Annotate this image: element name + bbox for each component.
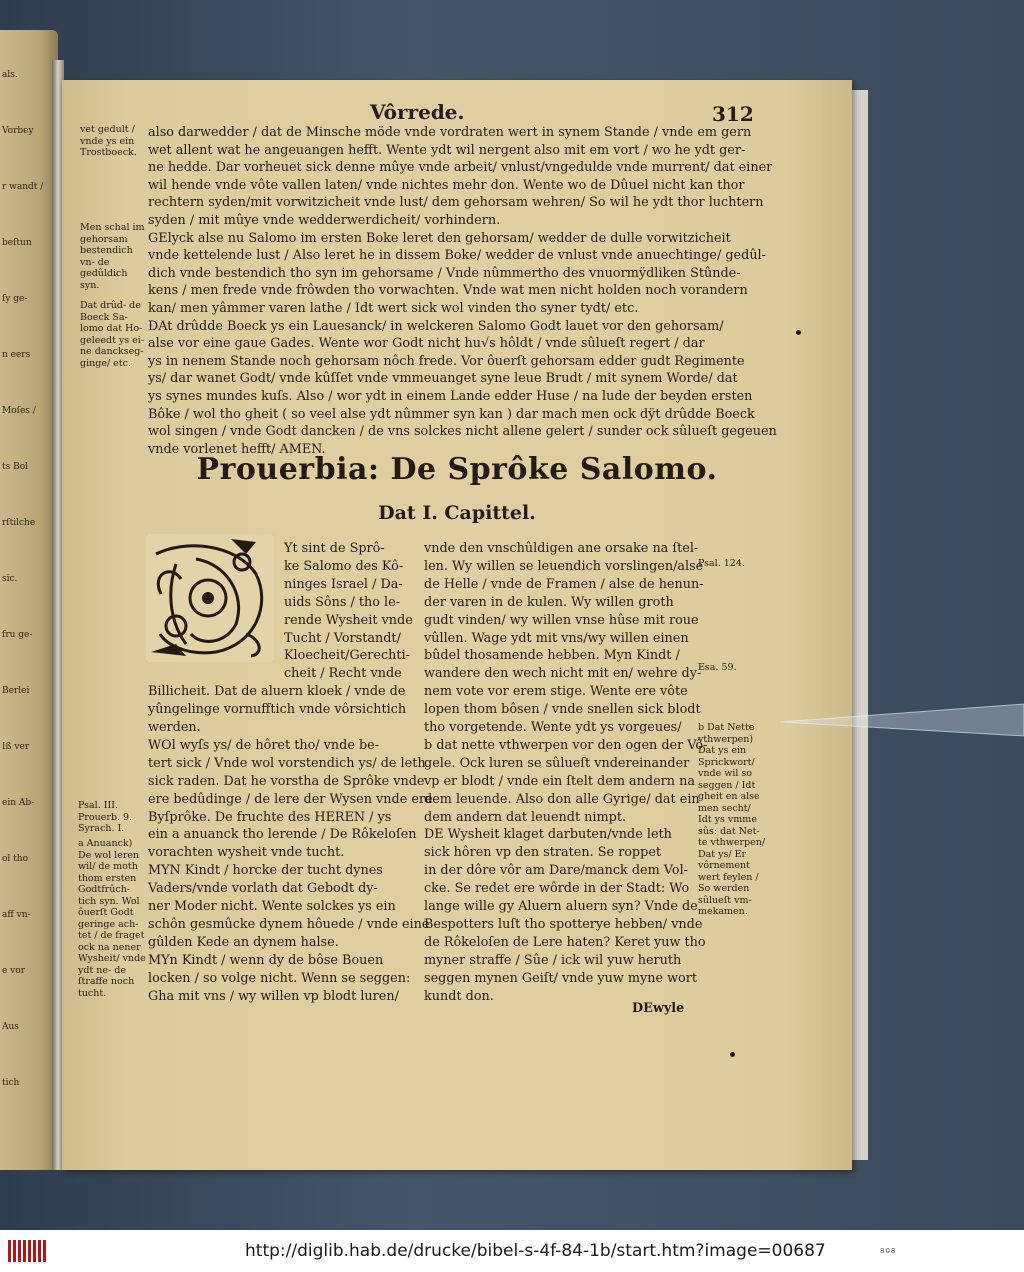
margin-note: b Dat Nette vthwerpen) Dat ys ein Sprickwort/ vnde wil so seggen / Idt gheit en alse men secht/ Idt ys vmme sûs: dat Net- te vthwerpen/ Dat ys/ Er vôrnement wert feylen / So werden sûlueſt vm- mekamen. (698, 722, 766, 917)
preface-line: alse vor eine gaue Gades. Wente wor Godt nicht hu√s hôldt / vnde sûlueſt regert / dar (148, 336, 705, 352)
margin-note: Dat drûd- de Boeck Sa- lomo dat Ho- geleedt ys ei- ne danckseg- ginge/ etc. (80, 300, 145, 369)
verse-line: tho vorgetende. Wente ydt ys vorgeues/ (424, 720, 682, 735)
verse-line: rende Wysheit vnde (284, 612, 413, 628)
verse-line: kundt don. (424, 988, 494, 1004)
bookmark-clip (780, 700, 1024, 740)
preface-line: ne hedde. Dar vorheuet sick denne mûye vnde arbeit/ vnlust/vngedulde vnde murrent/ dat einer (148, 160, 773, 176)
margin-note: Esa. 59. (698, 662, 737, 673)
verse-line: DE Wysheit klaget darbuten/vnde leth (424, 827, 672, 843)
margin-note: vet gedult / vnde ys ein Trostboeck. (80, 124, 137, 158)
verse-line: Gha mit vns / wy willen vp blodt luren/ (148, 988, 399, 1004)
verse-line: seggen mynen Geiſt/ vnde yuw myne wort (424, 970, 698, 986)
left-page-text-fragment: n eers (2, 350, 31, 360)
left-page-text-fragment: als. (2, 70, 18, 80)
chapter-title: Dat I. Capittel. (378, 502, 536, 524)
verse-line: yûngelinge vornufftich vnde vôrsichtich (148, 702, 407, 718)
verse-line: wandere den wech nicht mit en/ wehre dy- (424, 666, 702, 682)
verse-line: gûlden Kede an dynem halse. (148, 934, 339, 950)
preface-line: wet allent wat he angeuangen hefft. Wente ydt wil nergent also mit em vort / wo he ydt ger- (148, 142, 746, 158)
preface-line: vnde vorlenet hefft/ AMEN. (148, 441, 326, 457)
left-page-text-fragment: Aus (2, 1022, 19, 1032)
verse-line: dem leuende. Also don alle Gyrige/ dat ein (424, 791, 700, 807)
margin-note: Psal. 124. (698, 558, 745, 569)
verse-line: Billicheit. Dat de aluern kloek / vnde de (148, 684, 406, 700)
preface-line: kan/ men yâmmer varen lathe / Idt wert sick wol vinden tho syner tydt/ etc. (148, 301, 639, 316)
preface-line: wol singen / vnde Godt dancken / de vns solckes nicht allene gelert / sunder ock sûlueſt gegeuen (148, 424, 777, 440)
library-logo-icon[interactable] (6, 1236, 50, 1266)
verse-line: bûdel thosamende hebben. Myn Kindt / (424, 648, 680, 664)
verse-line: tert sick / Vnde wol vorstendich ys/ de leth (148, 755, 426, 771)
verse-line: uids Sôns / tho le- (284, 594, 401, 610)
verse-line: ninges Israel / Da- (284, 576, 403, 592)
verse-line: gudt vinden/ wy willen vnse hûse mit roue (424, 612, 699, 628)
verse-line: Kloecheit/Gerechti- (284, 648, 410, 664)
verse-line: ein a anuanck tho lerende / De Rôkeloſen (148, 827, 417, 843)
book-title: Prouerbia: De Sprôke Salomo. (196, 452, 718, 487)
verse-line: ke Salomo des Kô- (284, 558, 404, 574)
left-page-fragment (0, 30, 58, 1170)
left-page-text-fragment: tich (2, 1078, 20, 1088)
left-page-text-fragment: beſtun (2, 238, 32, 248)
left-page-text-fragment: rſtilche (2, 518, 36, 528)
left-page-text-fragment: Berlei (2, 686, 30, 696)
page-code: 808 (880, 1247, 897, 1255)
verse-line: cke. Se redet ere wôrde in der Stadt: Wo (424, 881, 690, 897)
verse-line: in der dôre vôr am Dare/manck dem Vol- (424, 863, 688, 879)
left-page-text-fragment: Vorbey (2, 126, 34, 136)
verse-line: nem vote vor erem stige. Wente ere vôte (424, 684, 688, 700)
preface-line: ys in nenem Stande noch gehorsam nôch frede. Vor ôuerſt gehorsam edder gudt Regimente (148, 353, 745, 369)
verse-line: vnde den vnschûldigen ane orsake na ſtel- (424, 541, 699, 556)
verse-line: vorachten wysheit vnde tucht. (148, 845, 345, 861)
verse-line: ere bedûdinge / de lere der Wysen vnde ere (148, 791, 433, 807)
preface-line: wil hende vnde vôte vallen laten/ vnde nichtes mehr don. Wente wo de Dûuel nicht kan thor (148, 177, 745, 193)
verse-line: der varen in de kulen. Wy willen groth (424, 594, 674, 610)
left-page-text-fragment: e vor (2, 966, 25, 976)
left-page-text-fragment: Moſes / (2, 406, 36, 416)
page-dot (796, 330, 801, 335)
margin-note: Psal. III. Prouerb. 9. Syrach. I. (78, 800, 133, 834)
verse-line: b dat nette vthwerpen vor den ogen der Vô- (424, 737, 708, 753)
left-page-text-fragment: fru ge- (2, 630, 33, 640)
left-page-text-fragment: r wandt / (2, 182, 44, 192)
preface-line: kens / men frede vnde frôwden tho vorwachten. Vnde wat men nicht holden noch vorandern (148, 283, 748, 299)
left-page-text-fragment: aff vn- (2, 910, 31, 920)
preface-line: vnde kettelende lust / Also leret he in dissem Boke/ wedder de vnlust vnde anuechtinge/ gedûl- (148, 248, 766, 264)
verse-line: de Rôkeloſen de Lere haten? Keret yuw tho (424, 934, 706, 950)
viewer-footer (0, 1230, 1024, 1272)
verse-line: sick raden. Dat he vorstha de Sprôke vnde (148, 773, 425, 789)
preface-line: rechtern syden/mit vorwitzicheit vnde lust/ dem gehorsam wehren/ So wil he ydt thor luchtern (148, 195, 764, 211)
preface-line: Bôke / wol tho gheit ( so veel alse ydt nûmmer syn kan ) dar mach men ock dÿt drûdde Boeck (148, 406, 755, 422)
verse-line: len. Wy willen se leuendich vorslingen/alse (424, 558, 704, 574)
left-page-text-fragment: ol tho (2, 854, 28, 864)
verse-line: schôn gesmûcke dynem hôuede / vnde eine (148, 916, 430, 932)
verse-line: MYn Kindt / wenn dy de bôse Bouen (148, 952, 384, 968)
left-page-text-fragment: Iß ver (2, 742, 30, 752)
running-header: Vôrrede. (370, 100, 465, 124)
book-page (62, 80, 852, 1170)
verse-line: WOl wyſs ys/ de hôret tho/ vnde be- (148, 737, 380, 753)
verse-line: Yt sint de Sprô- (284, 541, 385, 556)
verse-line: myner straffe / Sûe / ick wil yuw heruth (424, 952, 682, 968)
verse-line: Tucht / Vorstandt/ (284, 630, 401, 646)
left-page-text-fragment: ſy ge- (2, 294, 28, 304)
verse-line: gele. Ock luren se sûlueſt vndereinander (424, 755, 690, 771)
verse-line: werden. (148, 720, 201, 735)
page-url[interactable]: http://diglib.hab.de/drucke/bibel-s-4f-84-1b/start.htm?image=00687 (245, 1241, 826, 1261)
verse-line: locken / so volge nicht. Wenn se seggen: (148, 970, 411, 986)
verse-line: vp er blodt / vnde ein ſtelt dem andern na (424, 773, 695, 789)
verse-line: ner Moder nicht. Wente solckes ys ein (148, 899, 396, 914)
left-page-text-fragment: sic. (2, 574, 18, 584)
verse-line: Bespotters luſt tho spotterye hebben/ vnde (424, 916, 703, 932)
decorated-initial-D (146, 534, 274, 662)
preface-line: also darwedder / dat de Minsche möde vnde vordraten wert in synem Stande / vnde em gern (148, 125, 752, 140)
verse-line: sick hôren vp den straten. Se roppet (424, 845, 662, 861)
preface-line: ys synes mundes kuſs. Also / wor ydt in einem Lande edder Huse / na lude der beyden ersten (148, 389, 753, 404)
verse-line: vûllen. Wage ydt mit vns/wy willen einen (424, 630, 689, 646)
catchword: DEwyle (632, 1001, 685, 1016)
verse-line: Vaders/vnde vorlath dat Gebodt dy- (148, 881, 378, 897)
margin-note: a Anuanck) De wol leren wil/ de moth thom ersten Godtfrûch- tich syn. Wol ôuerſt Godt geringe ach- tet / de fraget ock na nener Wysheit/ vnde ydt ne- de ſtraffe noch tucht. (78, 838, 146, 999)
preface-line: syden / mit mûye vnde wedderwerdicheit/ vorhindern. (148, 213, 501, 228)
preface-line: dich vnde bestendich tho syn im gehorsame / Vnde nûmmertho des vnuormÿdliken Stûnde- (148, 265, 741, 281)
page-number: 312 (712, 102, 754, 126)
page-dot (730, 1052, 735, 1057)
margin-note: Men schal im gehorsam bestendich vn- de gedûldich syn. (80, 222, 145, 291)
verse-line: Byſprôke. De fruchte des HEREN / ys (148, 809, 392, 825)
verse-line: lange wille gy Aluern aluern syn? Vnde de (424, 899, 698, 914)
preface-line: ys/ dar wanet Godt/ vnde kûſſet vnde vmmeuanget syne leue Brudt / mit synem Worde/ dat (148, 371, 738, 387)
preface-line: DAt drûdde Boeck ys ein Lauesanck/ in welckeren Salomo Godt lauet vor den gehorsam/ (148, 318, 724, 334)
left-page-text-fragment: ein Ab- (2, 798, 35, 808)
verse-line: dem andern dat leuendt nimpt. (424, 809, 627, 825)
verse-line: de Helle / vnde de Framen / alse de henun- (424, 576, 704, 592)
left-page-text-fragment: ts Bol (2, 462, 29, 472)
verse-line: lopen thom bôsen / vnde snellen sick blodt (424, 702, 701, 718)
verse-line: MYN Kindt / horcke der tucht dynes (148, 863, 383, 879)
verse-line: cheit / Recht vnde (284, 666, 402, 682)
preface-line: GElyck alse nu Salomo im ersten Boke leret den gehorsam/ wedder de dulle vorwitzicheit (148, 230, 731, 246)
